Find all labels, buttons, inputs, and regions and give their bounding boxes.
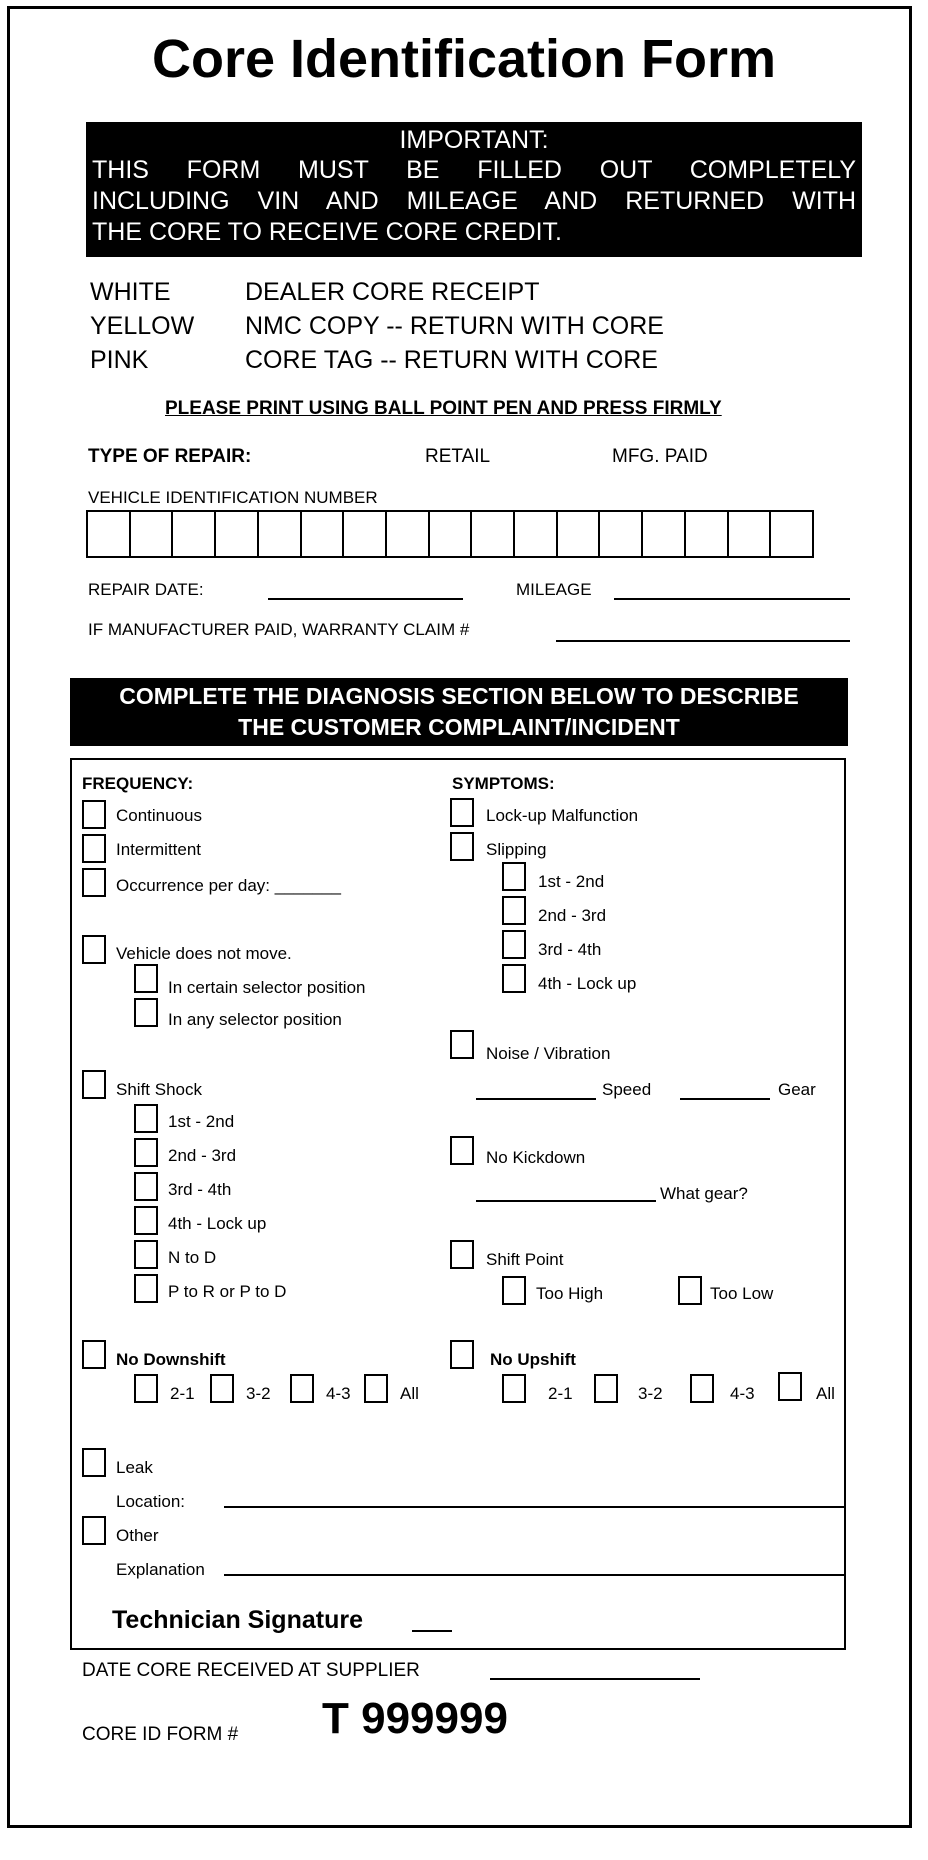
copy-color-pink: PINK: [90, 346, 149, 374]
speed-label: Speed: [602, 1080, 652, 1099]
any-selector-label: In any selector position: [168, 1010, 342, 1029]
too-low-checkbox[interactable]: [678, 1276, 702, 1305]
too-low-label: Too Low: [710, 1284, 774, 1303]
shock-2-3-checkbox[interactable]: [134, 1138, 158, 1167]
other-label: Other: [116, 1526, 159, 1545]
vin-input-boxes[interactable]: [86, 510, 814, 558]
leak-checkbox[interactable]: [82, 1448, 106, 1477]
vehicle-no-move-checkbox[interactable]: [82, 935, 106, 964]
core-id-label: CORE ID FORM #: [82, 1724, 239, 1745]
no-upshift-checkbox[interactable]: [450, 1340, 474, 1369]
important-line-3: THE CORE TO RECEIVE CORE CREDIT.: [92, 218, 562, 246]
shock-3-4-checkbox[interactable]: [134, 1172, 158, 1201]
shock-p-to-r-label: P to R or P to D: [168, 1282, 287, 1301]
intermittent-checkbox[interactable]: [82, 834, 106, 863]
shock-2-3-label: 2nd - 3rd: [168, 1146, 237, 1165]
important-banner: [86, 122, 862, 257]
noise-vibration-label: Noise / Vibration: [486, 1044, 611, 1063]
downshift-4-3-label: 4-3: [326, 1384, 351, 1403]
upshift-4-3-checkbox[interactable]: [690, 1374, 714, 1403]
form-title: Core Identification Form: [151, 29, 777, 89]
shift-shock-checkbox[interactable]: [82, 1070, 106, 1099]
copy-desc-pink: CORE TAG -- RETURN WITH CORE: [245, 346, 658, 374]
important-line-2: INCLUDING VIN AND MILEAGE AND RETURNED WITH: [92, 187, 856, 215]
upshift-3-2-label: 3-2: [638, 1384, 663, 1403]
copy-color-white: WHITE: [90, 278, 171, 306]
shift-point-checkbox[interactable]: [450, 1240, 474, 1269]
slip-4-lockup-label: 4th - Lock up: [538, 974, 637, 993]
slip-3-4-checkbox[interactable]: [502, 930, 526, 959]
speed-field[interactable]: [476, 1098, 596, 1100]
warranty-claim-label: IF MANUFACTURER PAID, WARRANTY CLAIM #: [88, 620, 470, 639]
symptoms-heading: SYMPTOMS:: [452, 774, 555, 793]
shock-3-4-label: 3rd - 4th: [168, 1180, 232, 1199]
mileage-field[interactable]: [614, 598, 850, 600]
shock-1-2-label: 1st - 2nd: [168, 1112, 235, 1131]
technician-signature-field[interactable]: [412, 1630, 452, 1632]
upshift-4-3-label: 4-3: [730, 1384, 755, 1403]
date-received-label: DATE CORE RECEIVED AT SUPPLIER: [82, 1660, 420, 1681]
slipping-checkbox[interactable]: [450, 832, 474, 861]
shock-n-to-d-checkbox[interactable]: [134, 1240, 158, 1269]
mileage-label: MILEAGE: [516, 580, 592, 599]
leak-label: Leak: [116, 1458, 153, 1477]
slip-4-lockup-checkbox[interactable]: [502, 964, 526, 993]
diagnosis-banner-line-1: COMPLETE THE DIAGNOSIS SECTION BELOW TO DESCRIBE: [119, 683, 799, 709]
copy-desc-yellow: NMC COPY -- RETURN WITH CORE: [245, 312, 664, 340]
no-downshift-label: No Downshift: [116, 1350, 226, 1369]
frequency-heading: FREQUENCY:: [82, 774, 194, 793]
slip-3-4-label: 3rd - 4th: [538, 940, 602, 959]
upshift-2-1-label: 2-1: [548, 1384, 573, 1403]
shift-point-label: Shift Point: [486, 1250, 564, 1269]
copy-color-yellow: YELLOW: [90, 312, 195, 340]
too-high-checkbox[interactable]: [502, 1276, 526, 1305]
what-gear-field[interactable]: [476, 1200, 656, 1202]
any-selector-checkbox[interactable]: [134, 998, 158, 1027]
shock-n-to-d-label: N to D: [168, 1248, 217, 1267]
slip-1-2-label: 1st - 2nd: [538, 872, 605, 891]
slip-2-3-label: 2nd - 3rd: [538, 906, 607, 925]
downshift-2-1-label: 2-1: [170, 1384, 195, 1403]
explanation-label: Explanation: [116, 1560, 205, 1579]
diagnosis-banner-line-2: THE CUSTOMER COMPLAINT/INCIDENT: [238, 714, 680, 740]
gear-field[interactable]: [680, 1098, 770, 1100]
certain-selector-label: In certain selector position: [168, 978, 366, 997]
downshift-all-label: All: [400, 1384, 419, 1403]
no-kickdown-label: No Kickdown: [486, 1148, 586, 1167]
intermittent-label: Intermittent: [116, 840, 202, 859]
no-downshift-checkbox[interactable]: [82, 1340, 106, 1369]
downshift-2-1-checkbox[interactable]: [134, 1374, 158, 1403]
slip-2-3-checkbox[interactable]: [502, 896, 526, 925]
what-gear-label: What gear?: [660, 1184, 748, 1203]
shock-4-lockup-label: 4th - Lock up: [168, 1214, 267, 1233]
lockup-malfunction-checkbox[interactable]: [450, 798, 474, 827]
downshift-3-2-checkbox[interactable]: [210, 1374, 234, 1403]
noise-vibration-checkbox[interactable]: [450, 1030, 474, 1059]
warranty-claim-field[interactable]: [556, 640, 850, 642]
print-instruction: PLEASE PRINT USING BALL POINT PEN AND PRESS FIRMLY: [165, 398, 722, 419]
diagnosis-banner: [70, 678, 848, 746]
no-kickdown-checkbox[interactable]: [450, 1136, 474, 1165]
upshift-3-2-checkbox[interactable]: [594, 1374, 618, 1403]
important-heading: IMPORTANT:: [399, 126, 549, 154]
occurrence-checkbox[interactable]: [82, 868, 106, 897]
lockup-malfunction-label: Lock-up Malfunction: [486, 806, 639, 825]
location-field[interactable]: [224, 1506, 844, 1508]
shock-p-to-r-checkbox[interactable]: [134, 1274, 158, 1303]
core-id-number: T 999999: [322, 1694, 508, 1743]
gear-label: Gear: [778, 1080, 816, 1099]
location-label: Location:: [116, 1492, 185, 1511]
certain-selector-checkbox[interactable]: [134, 964, 158, 993]
downshift-3-2-label: 3-2: [246, 1384, 271, 1403]
vin-label: VEHICLE IDENTIFICATION NUMBER: [88, 488, 378, 507]
occurrence-label: Occurrence per day: _______: [116, 876, 341, 895]
technician-signature-label: Technician Signature: [112, 1606, 363, 1634]
copy-desc-white: DEALER CORE RECEIPT: [245, 278, 540, 306]
upshift-2-1-checkbox[interactable]: [502, 1374, 526, 1403]
date-received-field[interactable]: [490, 1678, 700, 1680]
other-checkbox[interactable]: [82, 1516, 106, 1545]
explanation-field[interactable]: [224, 1574, 844, 1576]
downshift-4-3-checkbox[interactable]: [290, 1374, 314, 1403]
repair-date-label: REPAIR DATE:: [88, 580, 204, 599]
important-line-1: THIS FORM MUST BE FILLED OUT COMPLETELY: [92, 156, 856, 184]
shift-shock-label: Shift Shock: [116, 1080, 202, 1099]
repair-type-retail[interactable]: RETAIL: [425, 446, 491, 467]
downshift-all-checkbox[interactable]: [364, 1374, 388, 1403]
repair-date-field[interactable]: [268, 598, 463, 600]
no-upshift-label: No Upshift: [490, 1350, 576, 1369]
upshift-all-checkbox[interactable]: [778, 1372, 802, 1401]
repair-type-label: TYPE OF REPAIR:: [88, 446, 252, 467]
shock-1-2-checkbox[interactable]: [134, 1104, 158, 1133]
slipping-label: Slipping: [486, 840, 547, 859]
slip-1-2-checkbox[interactable]: [502, 862, 526, 891]
too-high-label: Too High: [536, 1284, 604, 1303]
continuous-label: Continuous: [116, 806, 203, 825]
continuous-checkbox[interactable]: [82, 800, 106, 829]
upshift-all-label: All: [816, 1384, 835, 1403]
vehicle-no-move-label: Vehicle does not move.: [116, 944, 292, 963]
repair-type-mfg-paid[interactable]: MFG. PAID: [612, 446, 708, 467]
shock-4-lockup-checkbox[interactable]: [134, 1206, 158, 1235]
